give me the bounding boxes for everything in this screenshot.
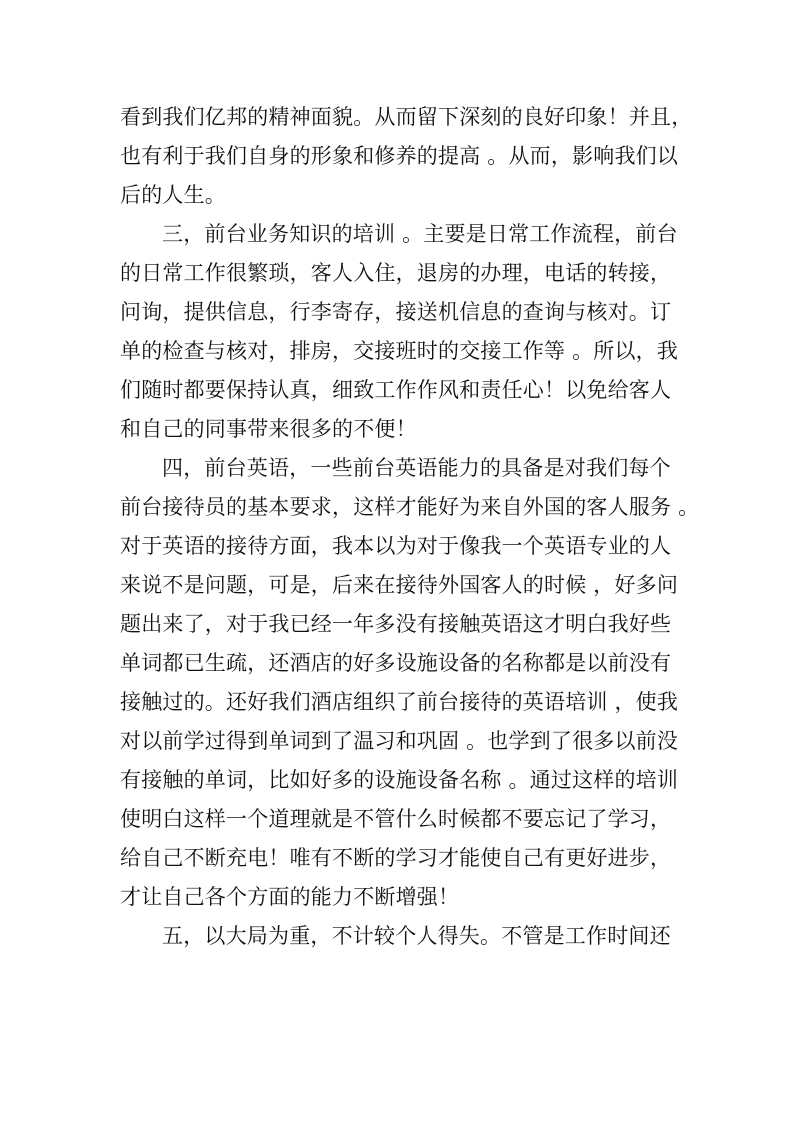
paragraph-start-line: 三，前台业务知识的培训 。主要是日常工作流程，前台 [162,222,678,246]
text-line: 给自己不断充电！唯有不断的学习才能使自己有更好进步， [120,846,672,870]
text-line: 单词都已生疏，还酒店的好多设施设备的名称都是以前没有 [120,651,672,675]
text-line: 问询，提供信息，行李寄存，接送机信息的查询与核对。订 [120,300,672,324]
paragraph-start-line: 四，前台英语，一些前台英语能力的具备是对我们每个 [162,456,671,480]
body-text [120,98,700,956]
text-line: 前台接待员的基本要求，这样才能好为来自外国的客人服务 。 [120,495,700,519]
paragraph-start-line: 五，以大局为重，不计较个人得失。不管是工作时间还 [162,924,671,948]
text-line: 看到我们亿邦的精神面貌。从而留下深刻的良好印象！并且， [120,105,693,129]
text-line: 单的检查与核对，排房，交接班时的交接工作等 。所以，我 [120,339,679,363]
text-line: 接触过的。还好我们酒店组织了前台接待的英语培训 ，使我 [120,690,679,714]
text-line: 来说不是问题，可是，后来在接待外国客人的时候 ，好多问 [120,573,679,597]
text-line: 的日常工作很繁琐，客人入住，退房的办理，电话的转接， [120,261,672,285]
text-line: 和自己的同事带来很多的不便！ [120,417,417,441]
text-line: 使明白这样一个道理就是不管什么时候都不要忘记了学习， [120,807,672,831]
text-line: 题出来了，对于我已经一年多没有接触英语这才明白我好些 [120,612,672,636]
text-line: 后的人生。 [120,183,226,207]
text-line: 们随时都要保持认真，细致工作作风和责任心！以免给客人 [120,378,672,402]
text-line: 有接触的单词，比如好多的设施设备名称 。通过这样的培训 [120,768,679,792]
text-line: 才让自己各个方面的能力不断增强！ [120,885,460,909]
text-line: 对于英语的接待方面，我本以为对于像我一个英语专业的人 [120,534,672,558]
text-line: 也有利于我们自身的形象和修养的提高 。从而，影响我们以 [120,144,679,168]
text-line: 对以前学过得到单词到了温习和巩固 。也学到了很多以前没 [120,729,679,753]
